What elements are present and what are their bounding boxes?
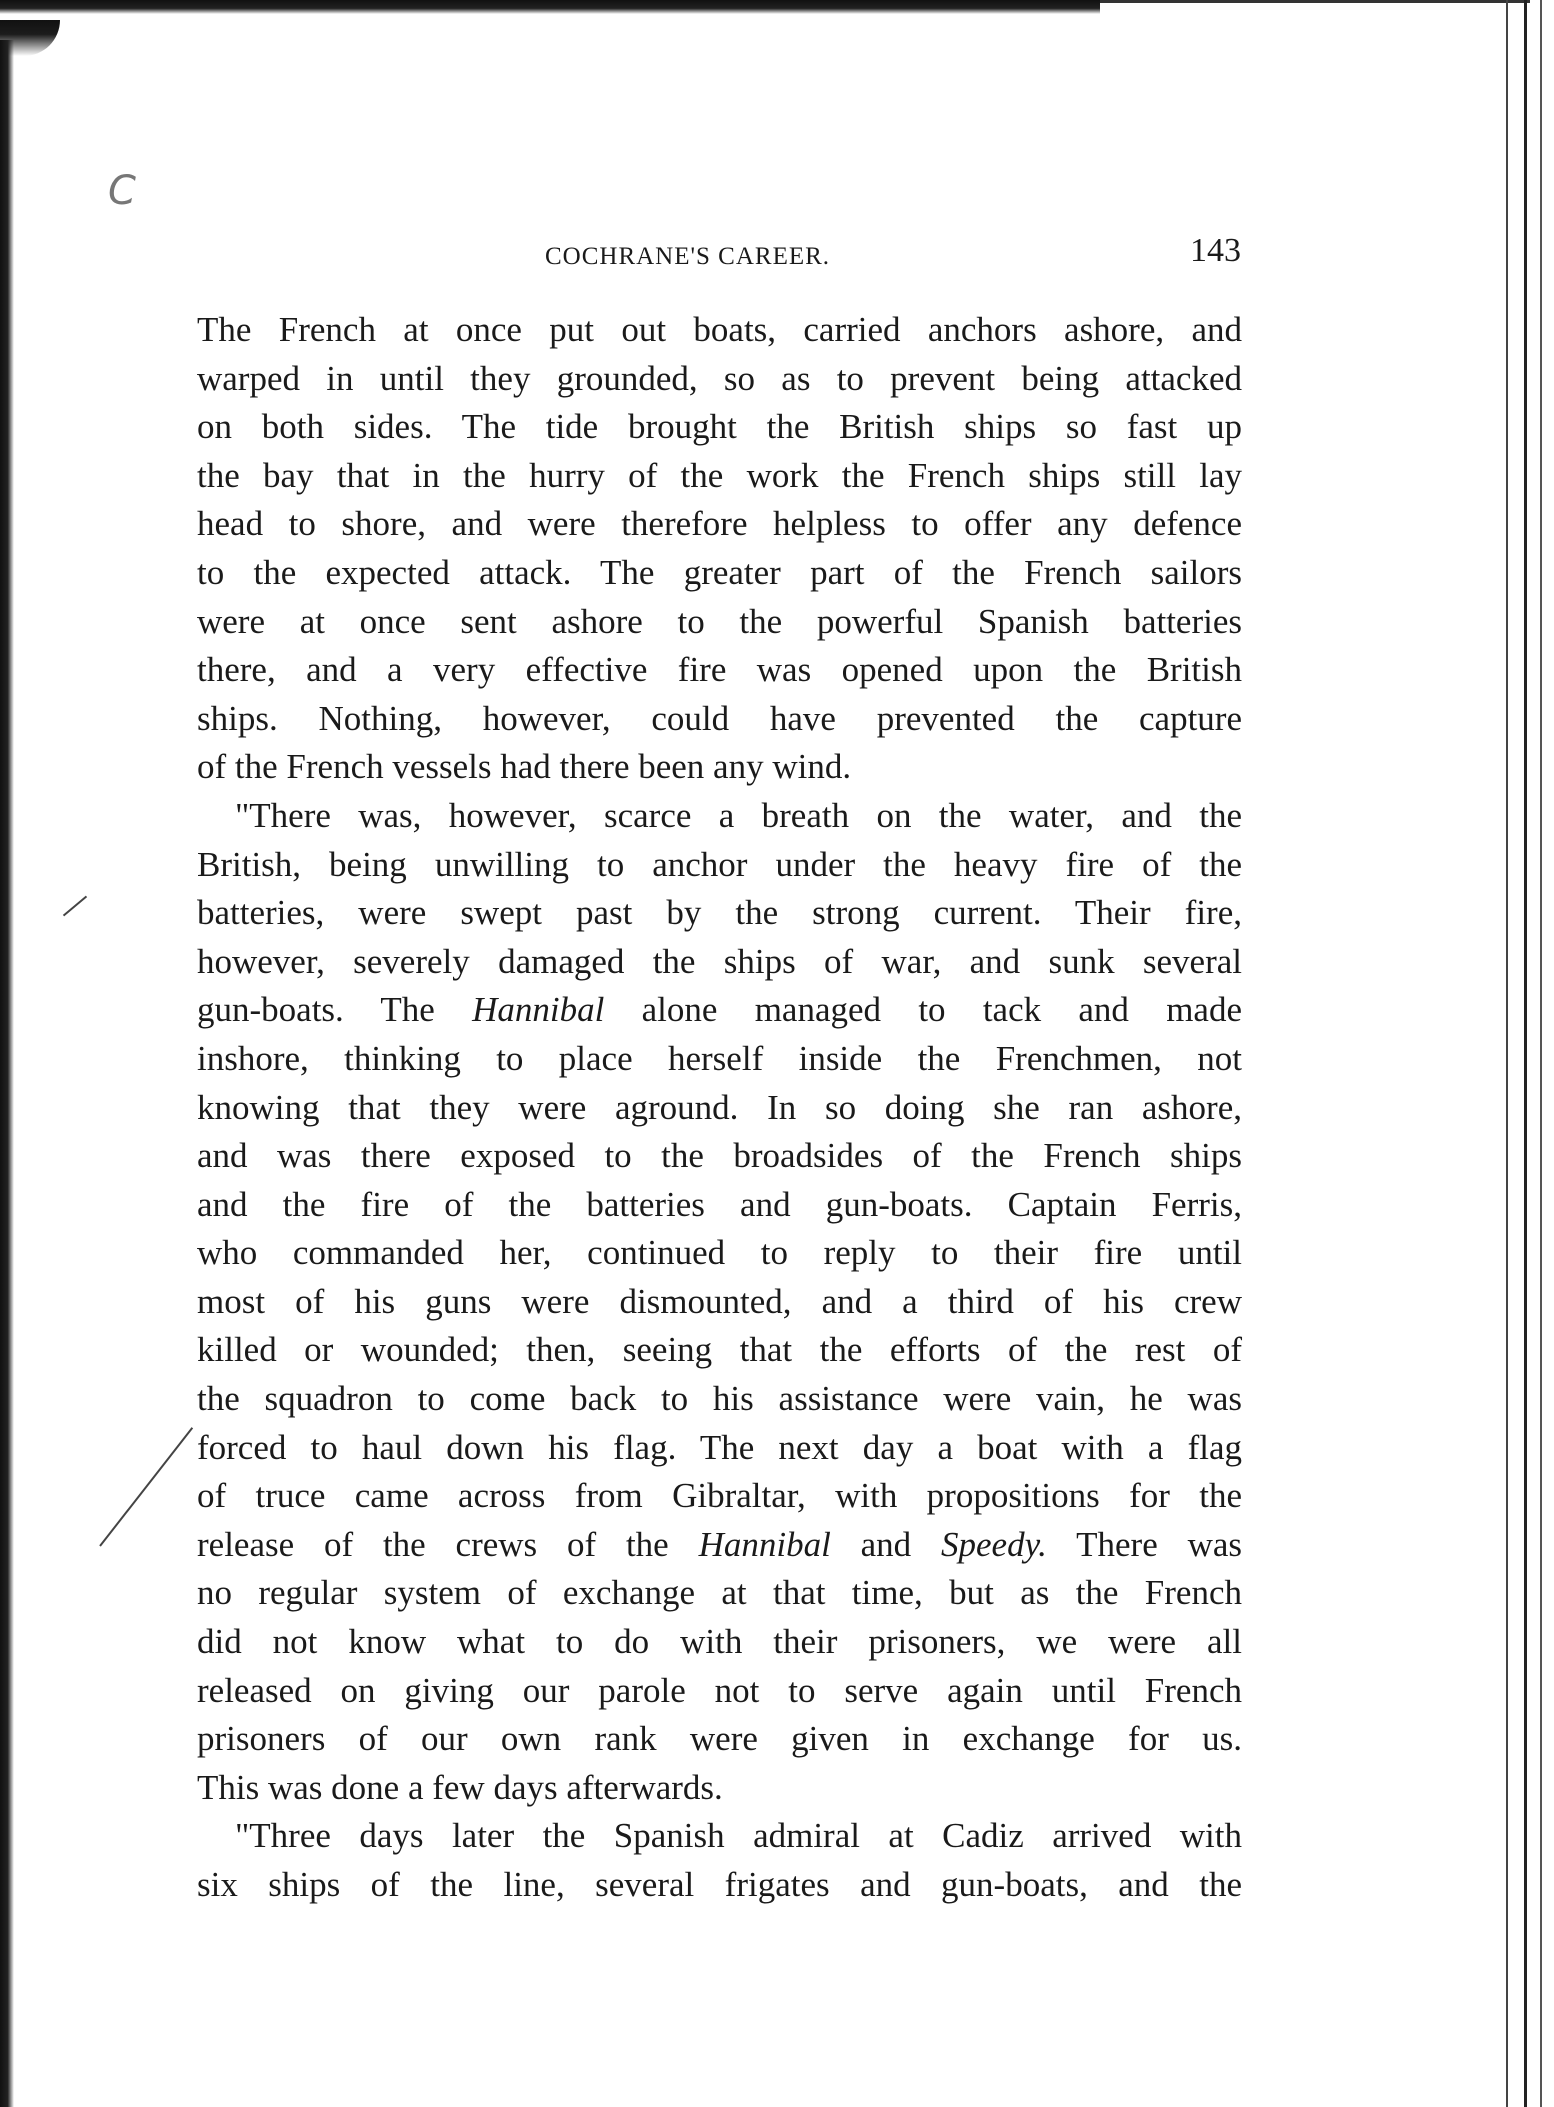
text-line: the bay that in the hurry of the work the French ships still lay [197, 455, 1242, 495]
text-line: forced to haul down his flag. The next day a boat with a flag [197, 1427, 1242, 1467]
text-line: The French at once put out boats, carried anchors ashore, and [197, 310, 1242, 349]
ship-name: Hannibal [698, 1524, 831, 1564]
text-fragment: release of the crews of the [197, 1524, 669, 1564]
margin-pencil-mark: C [108, 168, 136, 214]
margin-pencil-stroke-long [99, 1427, 193, 1546]
text-line: on both sides. The tide brought the British ships so fast up [197, 407, 1242, 447]
text-line: "Three days later the Spanish admiral at Cadiz arrived with [235, 1816, 1242, 1856]
text-line: batteries, were swept past by the strong current. Their fire, [197, 893, 1242, 933]
text-line: knowing that they were aground. In so doing she ran ashore, [197, 1087, 1242, 1127]
text-line: who commanded her, continued to reply to their fire until [197, 1233, 1242, 1273]
scan-edge-top [0, 0, 1100, 14]
text-line-with-italic [197, 1521, 1242, 1570]
text-line: head to shore, and were therefore helpless to offer any defence [197, 504, 1242, 544]
scan-edge-right-1 [1506, 0, 1508, 2107]
text-line: warped in until they grounded, so as to prevent being attacked [197, 358, 1242, 398]
text-line: however, severely damaged the ships of war, and sunk several [197, 941, 1242, 981]
scan-edge-right-2 [1524, 0, 1527, 2107]
text-line: did not know what to do with their prisoners, we were all [197, 1622, 1242, 1662]
text-line: ships. Nothing, however, could have prevented the capture [197, 698, 1242, 738]
text-line: and the fire of the batteries and gun-boats. Captain Ferris, [197, 1184, 1242, 1224]
text-line: prisoners of our own rank were given in exchange for us. [197, 1719, 1242, 1759]
body-text [197, 306, 1242, 1910]
ship-name: Speedy. [941, 1524, 1047, 1564]
margin-pencil-stroke [63, 896, 87, 917]
text-line: six ships of the line, several frigates and gun-boats, and the [197, 1865, 1242, 1904]
text-line: were at once sent ashore to the powerful Spanish batteries [197, 601, 1242, 641]
text-line: of the French vessels had there been any wind. [197, 747, 852, 787]
text-line: there, and a very effective fire was opened upon the British [197, 650, 1242, 690]
text-line: This was done a few days afterwards. [197, 1767, 723, 1807]
text-line: to the expected attack. The greater part of the French sailors [197, 552, 1242, 592]
text-line: "There was, however, scarce a breath on the water, and the [235, 795, 1242, 835]
text-line: released on giving our parole not to serve again until French [197, 1670, 1242, 1710]
scan-edge-left [0, 40, 14, 2107]
text-line: and was there exposed to the broadsides of the French ships [197, 1136, 1242, 1176]
scan-edge-right-3 [1540, 0, 1542, 2107]
text-line: of truce came across from Gibraltar, with propositions for the [197, 1476, 1242, 1516]
text-line: most of his guns were dismounted, and a third of his crew [197, 1281, 1242, 1321]
text-line: the squadron to come back to his assistance were vain, he was [197, 1379, 1242, 1419]
text-line: no regular system of exchange at that time, but as the French [197, 1573, 1242, 1613]
text-line-with-italic [197, 986, 1242, 1035]
text-fragment: alone managed to tack and made [641, 990, 1242, 1030]
text-line: British, being unwilling to anchor under the heavy fire of the [197, 844, 1242, 884]
page-number: 143 [1190, 232, 1241, 269]
text-fragment: gun-boats. The [197, 990, 435, 1030]
text-line: inshore, thinking to place herself inside the Frenchmen, not [197, 1038, 1242, 1078]
text-fragment: and [860, 1524, 912, 1564]
text-fragment: There was [1076, 1524, 1243, 1564]
text-line: killed or wounded; then, seeing that the efforts of the rest of [197, 1330, 1242, 1370]
running-head: COCHRANE'S CAREER. [545, 243, 831, 270]
ship-name: Hannibal [472, 990, 605, 1030]
scan-edge-top-thin [1100, 0, 1530, 3]
